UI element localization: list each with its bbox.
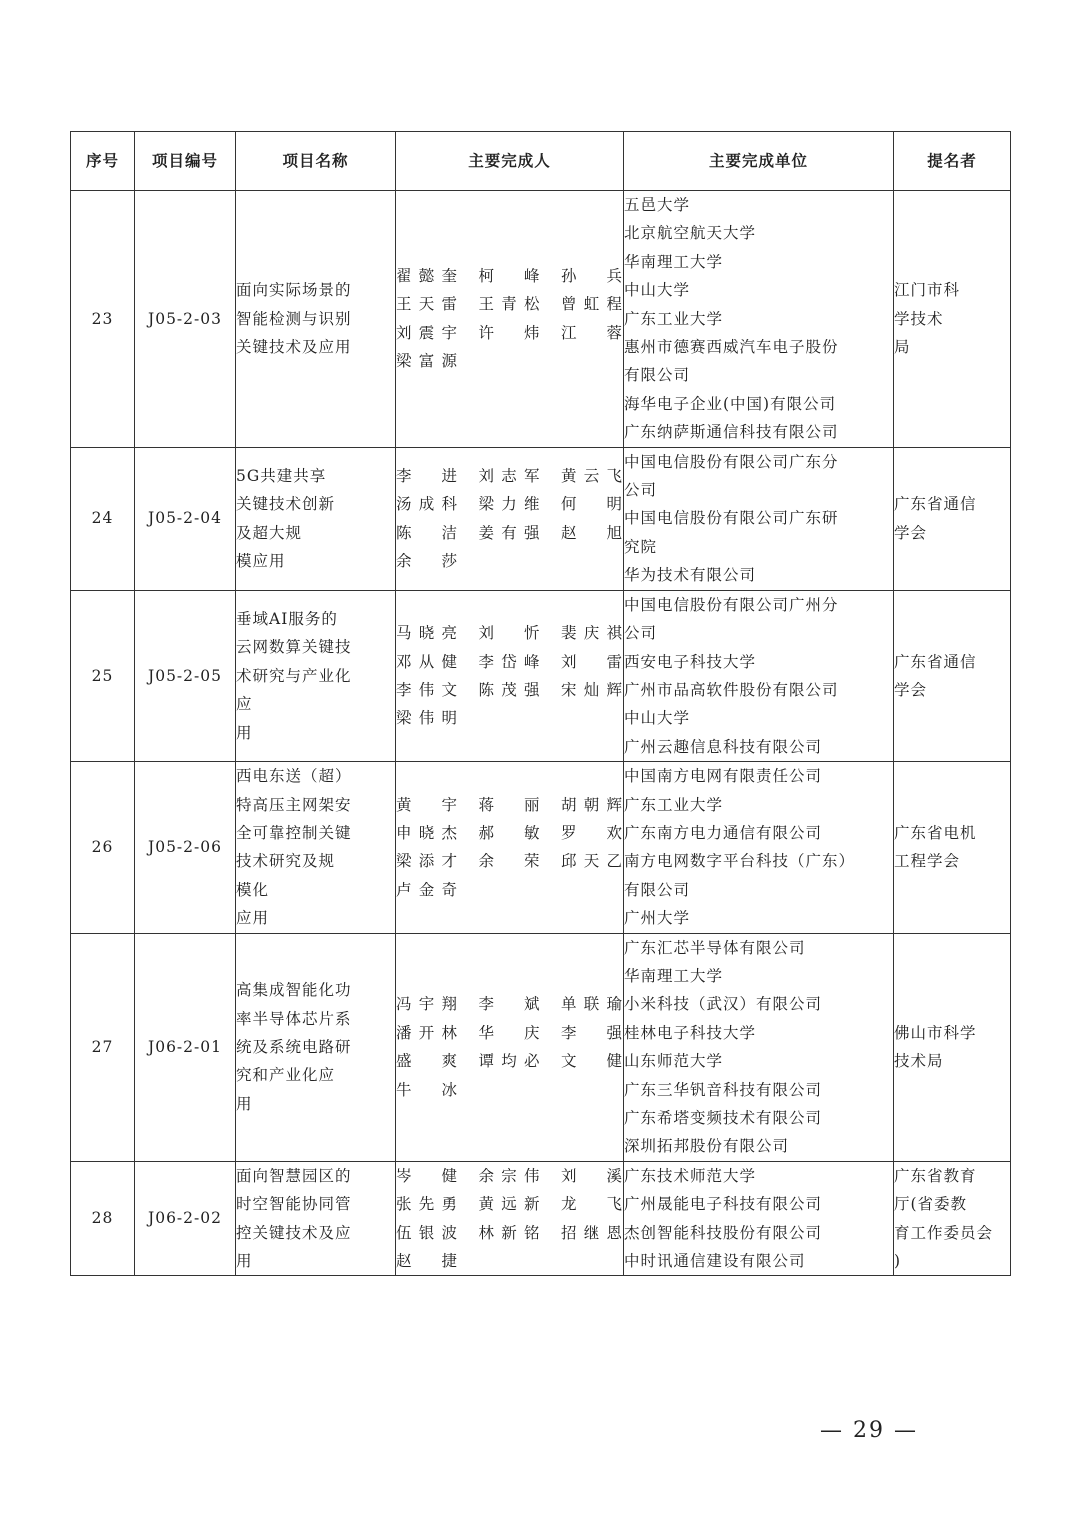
unit-line: 广东三华钒音科技有限公司 — [624, 1080, 823, 1099]
person-name: 柯 峰 — [478, 267, 541, 286]
person-name: 赵 捷 — [396, 1252, 458, 1271]
cell-no: 27 — [71, 933, 135, 1161]
cell-project-name: 垂域AI服务的 云网数算关键技 术研究与产业化 应 用 — [236, 590, 396, 761]
cell-no: 25 — [71, 590, 135, 761]
cell-no: 23 — [71, 191, 135, 448]
person-name: 郝 敏 — [478, 823, 541, 842]
person-name: 罗 欢 — [561, 823, 623, 842]
unit-line: 广州云趣信息科技有限公司 — [624, 737, 823, 756]
people-line — [396, 648, 623, 676]
unit-line: 究院 — [624, 537, 658, 556]
unit-line: 华为技术有限公司 — [624, 566, 757, 585]
person-name: 余 莎 — [396, 552, 458, 571]
person-name: 谭均必 — [478, 1052, 541, 1071]
unit-line: 广东技术师范大学 — [624, 1166, 757, 1185]
people-line — [396, 547, 623, 575]
person-name: 马晓亮 — [396, 624, 458, 643]
person-name: 李 进 — [396, 466, 458, 485]
unit-line: 海华电子企业(中国)有限公司 — [624, 394, 837, 413]
cell-project-name: 面向实际场景的 智能检测与识别 关键技术及应用 — [236, 191, 396, 448]
table-row — [71, 933, 1011, 1161]
cell-no: 24 — [71, 447, 135, 590]
person-name: 赵 旭 — [561, 523, 623, 542]
people-line — [396, 704, 623, 732]
table-header-row — [71, 132, 1011, 191]
table-body — [71, 191, 1011, 1276]
cell-project-name: 5G共建共享 关键技术创新 及超大规 模应用 — [236, 447, 396, 590]
person-name: 招继恩 — [561, 1223, 623, 1242]
unit-line: 深圳拓邦股份有限公司 — [624, 1137, 790, 1156]
person-name: 黄云飞 — [561, 466, 623, 485]
unit-line: 杰创智能科技股份有限公司 — [624, 1223, 823, 1242]
people-line — [396, 1076, 623, 1104]
cell-project-name: 高集成智能化功 率半导体芯片系 统及系统电路研 究和产业化应 用 — [236, 933, 396, 1161]
table-row — [71, 1161, 1011, 1276]
unit-line: 惠州市德赛西威汽车电子股份 — [624, 338, 839, 357]
unit-line: 广州晟能电子科技有限公司 — [624, 1195, 823, 1214]
person-name: 姜有强 — [478, 523, 541, 542]
cell-code: J06-2-02 — [135, 1161, 236, 1276]
unit-line: 广州市品高软件股份有限公司 — [624, 680, 839, 699]
person-name: 林新铭 — [478, 1223, 541, 1242]
table-row — [71, 590, 1011, 761]
person-name: 余 荣 — [478, 852, 541, 871]
person-name: 陈 洁 — [396, 523, 458, 542]
person-name: 盛 爽 — [396, 1052, 458, 1071]
unit-line: 南方电网数字平台科技（广东） — [624, 852, 856, 871]
cell-units — [624, 191, 894, 448]
person-name: 梁添才 — [396, 852, 458, 871]
unit-line: 小米科技（武汉）有限公司 — [624, 995, 823, 1014]
person-name: 汤成科 — [396, 495, 458, 514]
header-name: 项目名称 — [236, 132, 396, 191]
person-name: 黄 宇 — [396, 795, 458, 814]
person-name: 李岱峰 — [478, 652, 541, 671]
person-name: 刘 雷 — [561, 652, 623, 671]
cell-no: 28 — [71, 1161, 135, 1276]
cell-units — [624, 1161, 894, 1276]
unit-line: 广东工业大学 — [624, 795, 724, 814]
unit-line: 中国电信股份有限公司广州分 — [624, 595, 839, 614]
cell-nominator: 广东省教育 厅(省委教 育工作委员会 ) — [894, 1161, 1011, 1276]
unit-line: 中国电信股份有限公司广东研 — [624, 509, 839, 528]
unit-line: 桂林电子科技大学 — [624, 1023, 757, 1042]
people-line — [396, 519, 623, 547]
cell-code: J05-2-04 — [135, 447, 236, 590]
cell-people — [396, 762, 624, 933]
unit-line: 中国南方电网有限责任公司 — [624, 767, 823, 786]
cell-people — [396, 191, 624, 448]
person-name: 王天雷 — [396, 295, 458, 314]
unit-line: 西安电子科技大学 — [624, 652, 757, 671]
person-name: 胡朝辉 — [561, 795, 623, 814]
cell-units — [624, 447, 894, 590]
unit-line: 中国电信股份有限公司广东分 — [624, 452, 839, 471]
unit-line: 公司 — [624, 624, 658, 643]
person-name: 梁富源 — [396, 352, 458, 371]
unit-line: 中山大学 — [624, 281, 691, 300]
cell-nominator: 广东省通信 学会 — [894, 590, 1011, 761]
person-name: 牛 冰 — [396, 1080, 458, 1099]
people-line — [396, 1247, 623, 1275]
cell-units — [624, 590, 894, 761]
unit-line: 北京航空航天大学 — [624, 224, 757, 243]
unit-line: 山东师范大学 — [624, 1052, 724, 1071]
people-line — [396, 1162, 623, 1190]
people-line — [396, 347, 623, 375]
people-line — [396, 676, 623, 704]
person-name: 单联瑜 — [561, 995, 623, 1014]
unit-line: 公司 — [624, 481, 658, 500]
unit-line: 有限公司 — [624, 366, 691, 385]
people-line — [396, 1047, 623, 1075]
people-line — [396, 990, 623, 1018]
cell-units — [624, 933, 894, 1161]
person-name: 申晓杰 — [396, 823, 458, 842]
header-units: 主要完成单位 — [624, 132, 894, 191]
cell-units — [624, 762, 894, 933]
unit-line: 广东工业大学 — [624, 309, 724, 328]
person-name: 宋灿辉 — [561, 680, 623, 699]
person-name: 王青松 — [478, 295, 541, 314]
cell-nominator: 江门市科 学技术 局 — [894, 191, 1011, 448]
person-name: 伍银波 — [396, 1223, 458, 1242]
header-code: 项目编号 — [135, 132, 236, 191]
person-name: 梁伟明 — [396, 709, 458, 728]
person-name: 江 蓉 — [561, 323, 623, 342]
people-line — [396, 290, 623, 318]
people-line — [396, 490, 623, 518]
person-name: 张先勇 — [396, 1195, 458, 1214]
people-line — [396, 619, 623, 647]
unit-line: 五邑大学 — [624, 196, 691, 214]
person-name: 何 明 — [561, 495, 623, 514]
cell-code: J05-2-06 — [135, 762, 236, 933]
cell-project-name: 面向智慧园区的 时空智能协同管 控关键技术及应 用 — [236, 1161, 396, 1276]
person-name: 裴庆祺 — [561, 624, 623, 643]
person-name: 蒋 丽 — [478, 795, 541, 814]
person-name: 李伟文 — [396, 680, 458, 699]
person-name: 曾虹程 — [561, 295, 623, 314]
header-nominator: 提名者 — [894, 132, 1011, 191]
person-name: 黄远新 — [478, 1195, 541, 1214]
person-name: 龙 飞 — [561, 1195, 623, 1214]
cell-nominator: 广东省电机 工程学会 — [894, 762, 1011, 933]
cell-nominator: 广东省通信 学会 — [894, 447, 1011, 590]
people-line — [396, 1219, 623, 1247]
unit-line: 华南理工大学 — [624, 966, 724, 985]
unit-line: 中山大学 — [624, 709, 691, 728]
person-name: 孙 兵 — [561, 267, 623, 286]
person-name: 卢金奇 — [396, 880, 458, 899]
person-name: 冯宇翔 — [396, 995, 458, 1014]
person-name: 李 强 — [561, 1023, 623, 1042]
cell-people — [396, 933, 624, 1161]
person-name: 许 炜 — [478, 323, 541, 342]
table-row — [71, 762, 1011, 933]
person-name: 刘震宇 — [396, 323, 458, 342]
people-line — [396, 876, 623, 904]
people-line — [396, 262, 623, 290]
person-name: 刘 忻 — [478, 624, 541, 643]
cell-nominator: 佛山市科学 技术局 — [894, 933, 1011, 1161]
person-name: 翟懿奎 — [396, 267, 458, 286]
people-line — [396, 819, 623, 847]
people-line — [396, 1190, 623, 1218]
cell-people — [396, 447, 624, 590]
person-name: 李 斌 — [478, 995, 541, 1014]
header-no: 序号 — [71, 132, 135, 191]
unit-line: 广州大学 — [624, 909, 691, 928]
cell-code: J06-2-01 — [135, 933, 236, 1161]
person-name: 华 庆 — [478, 1023, 541, 1042]
person-name: 邓从健 — [396, 652, 458, 671]
person-name: 邱天乙 — [561, 852, 623, 871]
people-line — [396, 1019, 623, 1047]
unit-line: 广东南方电力通信有限公司 — [624, 823, 823, 842]
unit-line: 华南理工大学 — [624, 252, 724, 271]
unit-line: 广东希塔变频技术有限公司 — [624, 1109, 823, 1127]
unit-line: 有限公司 — [624, 880, 691, 899]
cell-project-name: 西电东送（超） 特高压主网架安 全可靠控制关键 技术研究及规 模化 应用 — [236, 762, 396, 933]
table-row — [71, 191, 1011, 448]
cell-no: 26 — [71, 762, 135, 933]
table-row — [71, 447, 1011, 590]
cell-code: J05-2-05 — [135, 590, 236, 761]
person-name: 潘开林 — [396, 1023, 458, 1042]
person-name: 余宗伟 — [478, 1166, 541, 1185]
people-line — [396, 462, 623, 490]
person-name: 刘志军 — [478, 466, 541, 485]
people-line — [396, 319, 623, 347]
cell-people — [396, 1161, 624, 1276]
page-number: — 29 — — [820, 1418, 918, 1443]
person-name: 陈茂强 — [478, 680, 541, 699]
cell-code: J05-2-03 — [135, 191, 236, 448]
people-line — [396, 847, 623, 875]
awards-table — [70, 131, 1011, 1276]
unit-line: 广东汇芯半导体有限公司 — [624, 938, 806, 957]
person-name: 刘 溪 — [561, 1166, 623, 1185]
person-name: 梁力维 — [478, 495, 541, 514]
cell-people — [396, 590, 624, 761]
person-name: 岑 健 — [396, 1166, 458, 1185]
unit-line: 广东纳萨斯通信科技有限公司 — [624, 423, 839, 442]
header-people: 主要完成人 — [396, 132, 624, 191]
people-line — [396, 791, 623, 819]
unit-line: 中时讯通信建设有限公司 — [624, 1252, 806, 1271]
person-name: 文 健 — [561, 1052, 623, 1071]
